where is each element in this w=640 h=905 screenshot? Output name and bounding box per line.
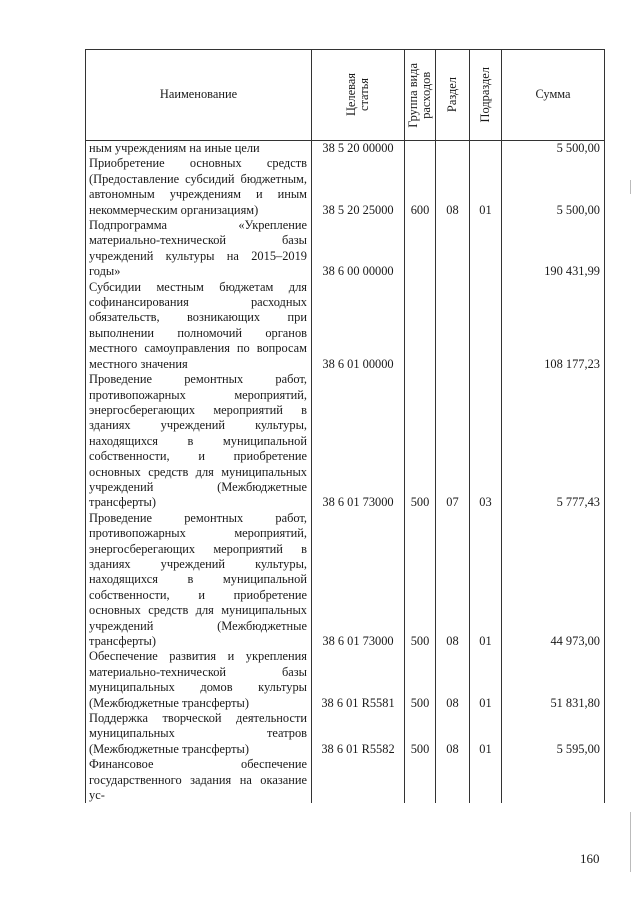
row-section xyxy=(436,280,470,372)
table-row xyxy=(86,649,605,711)
row-section xyxy=(436,141,470,157)
row-group: 500 xyxy=(405,372,436,511)
row-section xyxy=(436,218,470,280)
row-section: 08 xyxy=(436,649,470,711)
row-article: 38 5 20 25000 xyxy=(312,156,405,218)
header-name: Наименование xyxy=(86,50,312,141)
row-subsection: 01 xyxy=(470,511,502,650)
row-name: Проведение ремонтных работ, противопожарных мероприятий, энергосберегающих мероприятий в зданиях учреждений культуры, находящихся в муниципальной собственности, и приобретение основных средств для муниципальных учреждений (Межбюджетные трансферты) xyxy=(86,372,312,511)
row-subsection xyxy=(470,141,502,157)
row-amount: 51 831,80 xyxy=(502,649,605,711)
row-amount: 190 431,99 xyxy=(502,218,605,280)
row-amount xyxy=(502,757,605,803)
row-group: 500 xyxy=(405,711,436,757)
row-article: 38 6 01 73000 xyxy=(312,372,405,511)
row-article: 38 6 01 R5582 xyxy=(312,711,405,757)
row-subsection xyxy=(470,280,502,372)
row-name: Приобретение основных средств (Предоставление субсидий бюджетным, автономным учреждениям и иным некоммерческим организациям) xyxy=(86,156,312,218)
row-article: 38 5 20 00000 xyxy=(312,141,405,157)
row-group xyxy=(405,141,436,157)
row-section: 07 xyxy=(436,372,470,511)
row-amount: 5 500,00 xyxy=(502,141,605,157)
row-article: 38 6 01 00000 xyxy=(312,280,405,372)
row-subsection: 01 xyxy=(470,711,502,757)
row-article xyxy=(312,757,405,803)
row-name: Обеспечение развития и укрепления материально-технической базы муниципальных домов культуры (Межбюджетные трансферты) xyxy=(86,649,312,711)
row-name: Субсидии местным бюджетам для софинансирования расходных обязательств, возникающих при выполнении полномочий органов местного самоуправления по вопросам местного значения xyxy=(86,280,312,372)
row-group xyxy=(405,280,436,372)
row-name: Проведение ремонтных работ, противопожарных мероприятий, энергосберегающих мероприятий в зданиях учреждений культуры, находящихся в муниципальной собственности, и приобретение основных средств для муниципальных учреждений (Межбюджетные трансферты) xyxy=(86,511,312,650)
header-target-article: Целевая статья xyxy=(312,50,405,141)
header-sum: Сумма xyxy=(502,50,605,141)
table-row xyxy=(86,711,605,757)
row-amount: 5 500,00 xyxy=(502,156,605,218)
scan-mark xyxy=(630,812,631,872)
row-article: 38 6 00 00000 xyxy=(312,218,405,280)
table-row xyxy=(86,372,605,511)
row-amount: 44 973,00 xyxy=(502,511,605,650)
row-amount: 5 595,00 xyxy=(502,711,605,757)
row-subsection: 01 xyxy=(470,649,502,711)
row-section: 08 xyxy=(436,711,470,757)
table-row xyxy=(86,757,605,803)
table-header-row xyxy=(86,50,605,141)
page-number: 160 xyxy=(580,851,600,866)
header-subsection: Подраздел xyxy=(470,50,502,141)
row-group: 500 xyxy=(405,649,436,711)
row-name: ным учреждениям на иные цели xyxy=(86,141,312,157)
row-name: Поддержка творческой деятельности муниципальных театров (Межбюджетные трансферты) xyxy=(86,711,312,757)
table-row xyxy=(86,511,605,650)
row-group: 500 xyxy=(405,511,436,650)
row-section: 08 xyxy=(436,511,470,650)
table-row xyxy=(86,218,605,280)
row-section xyxy=(436,757,470,803)
row-subsection: 03 xyxy=(470,372,502,511)
header-expense-group: Группа вида расходов xyxy=(405,50,436,141)
header-section: Раздел xyxy=(436,50,470,141)
row-article: 38 6 01 R5581 xyxy=(312,649,405,711)
scan-mark xyxy=(630,180,631,194)
row-subsection: 01 xyxy=(470,156,502,218)
row-group xyxy=(405,757,436,803)
row-group: 600 xyxy=(405,156,436,218)
row-subsection xyxy=(470,218,502,280)
table-row xyxy=(86,141,605,157)
row-name: Финансовое обеспечение государственного задания на оказание ус- xyxy=(86,757,312,803)
row-name: Подпрограмма «Укрепление материально-технической базы учреждений культуры на 2015–2019 годы» xyxy=(86,218,312,280)
row-group xyxy=(405,218,436,280)
row-amount: 108 177,23 xyxy=(502,280,605,372)
table-row xyxy=(86,156,605,218)
budget-table xyxy=(85,49,605,803)
table-row xyxy=(86,280,605,372)
row-amount: 5 777,43 xyxy=(502,372,605,511)
row-section: 08 xyxy=(436,156,470,218)
row-subsection xyxy=(470,757,502,803)
row-article: 38 6 01 73000 xyxy=(312,511,405,650)
